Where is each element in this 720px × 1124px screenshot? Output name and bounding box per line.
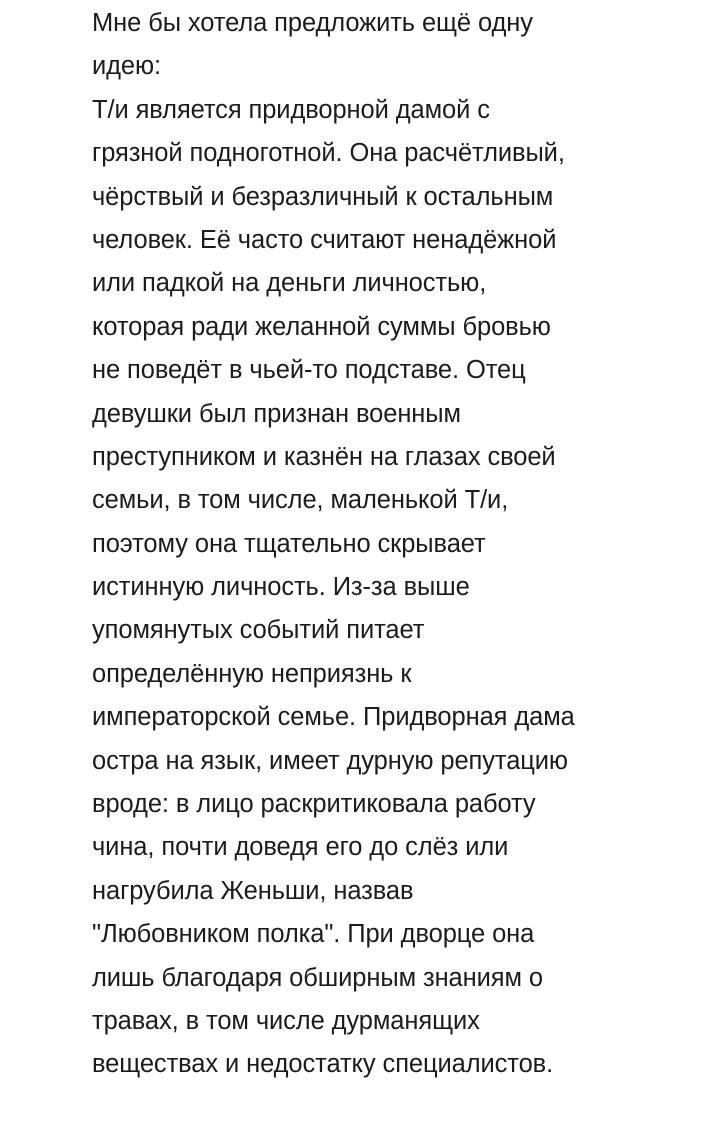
text-line: чина, почти доведя его до слёз или <box>92 833 509 862</box>
text-line: преступником и казнён на глазах своей <box>92 442 556 471</box>
text-line: или падкой на деньги личностью, <box>92 269 487 298</box>
text-line: чёрствый и безразличный к остальным <box>92 182 554 211</box>
text-line: семьи, в том числе, маленькой Т/и, <box>92 486 509 515</box>
text-line: истинную личность. Из-за выше <box>92 573 470 602</box>
text-line: поэтому она тщательно скрывает <box>92 529 486 558</box>
text-line: идею: <box>92 52 162 81</box>
text-line: "Любовником полка". При дворце она <box>92 920 535 949</box>
text-line: травах, в том числе дурманящих <box>92 1006 480 1035</box>
text-line: остра на язык, имеет дурную репутацию <box>92 746 568 775</box>
text-line: не поведёт в чьей-то подставе. Отец <box>92 356 526 385</box>
text-line: которая ради желанной суммы бровью <box>92 312 551 341</box>
text-line: вроде: в лицо раскритиковала работу <box>92 790 536 819</box>
text-line: веществах и недостатку специалистов. <box>92 1050 554 1079</box>
text-line: Мне бы хотела предложить ещё одну <box>92 9 533 37</box>
message-body <box>92 0 702 1087</box>
text-line: упомянутых событий питает <box>92 616 425 645</box>
text-line: императорской семье. Придворная дама <box>92 703 575 732</box>
text-line: определённую неприязнь к <box>92 659 412 688</box>
text-line: нагрубила Женьши, назвав <box>92 876 414 905</box>
text-line: грязной подноготной. Она расчётливый, <box>92 139 565 168</box>
text-line: Т/и является придворной дамой с <box>92 95 490 124</box>
text-line: человек. Её часто считают ненадёжной <box>92 225 557 254</box>
text-line: девушки был признан военным <box>92 399 461 428</box>
text-line: лишь благодаря обширным знаниям о <box>92 963 543 992</box>
